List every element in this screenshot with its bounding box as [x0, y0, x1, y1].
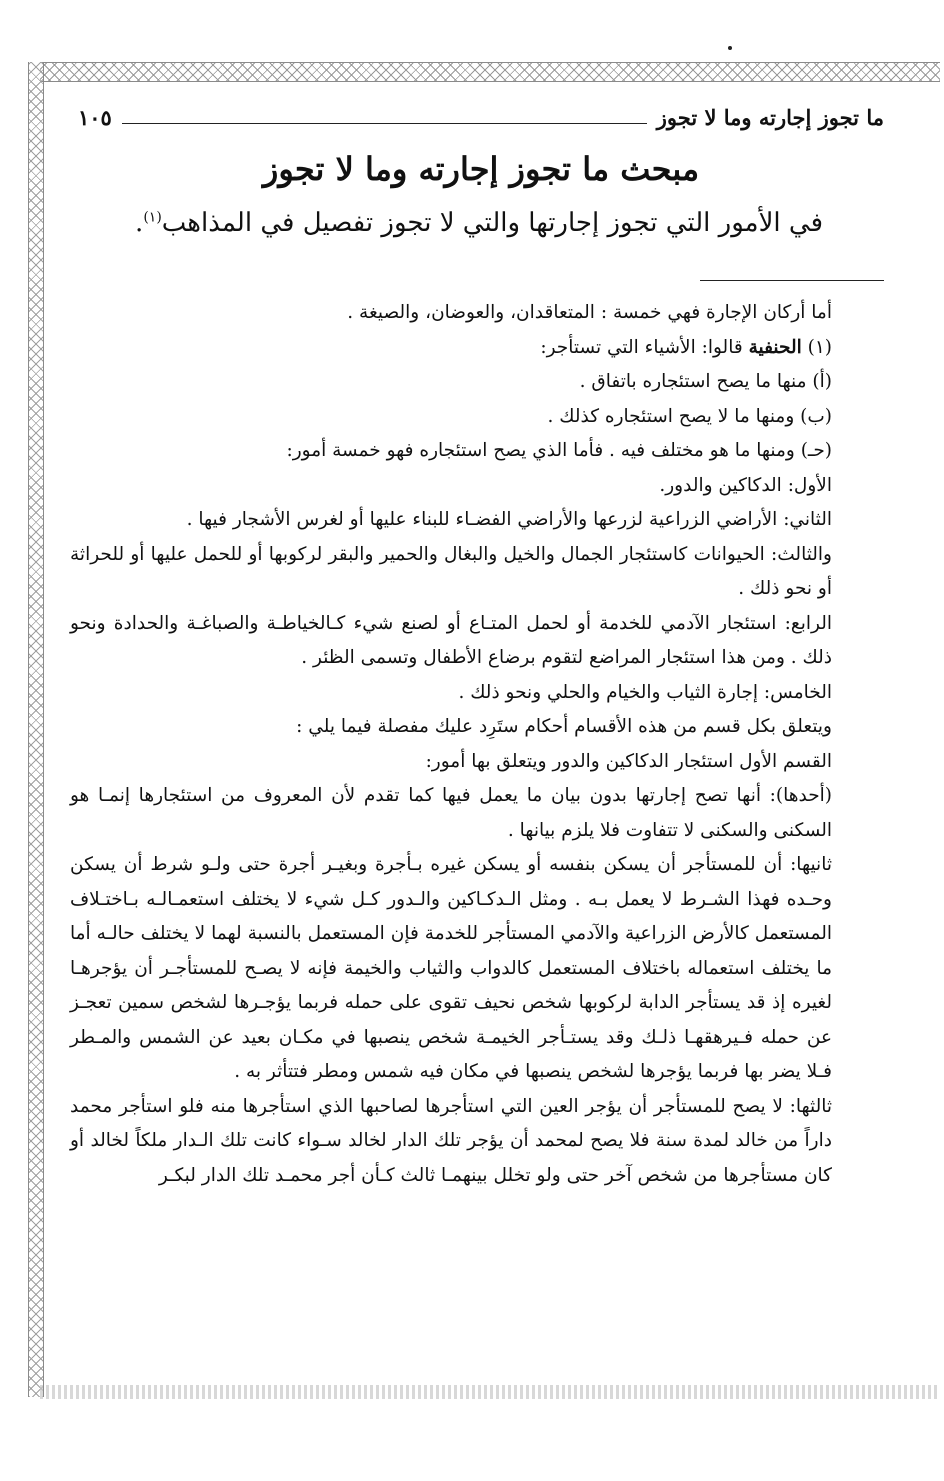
footnote-paragraph: ثانيها: أن للمستأجر أن يسكن بنفسه أو يسكن غيره بـأجرة وبغيـر أجرة حتى ولـو شرط أن يسكن وحـده فهذا الشـرط لا يعمل بـه . ومثل الـدكـاكين والـدور كـل شيء لا يختلف استعمـالـه بـاختـلاف المستعمل كالأرض الزراعية والآدمي المستأجر للخدمة فإن المستعمل بالنسبة لهما لا يختلف حالـه أما ما يختلف استعماله باختلاف المستعمل كالدواب والثياب والخيمة فإنه لا يصـح للمستأجـر أن يؤجرهـا لغيره إذ قد يستأجر الدابة لركوبها شخص نحيف تقوى على حمله فربما يؤجـرها لشخص سمين تعجـز عن حمله فـيرهقهـا ذلـك وقد يستـأجر الخيمـة شخص ينصبها في مكـان بعيد عن الشمس والمـطر فـلا يضر بها فربما يؤجرها لشخص ينصبها في مكان فيه شمس ومطر فتتأثر به . — [70, 854, 832, 1082]
subtitle-end: . — [135, 208, 144, 238]
school-name: الحنفية — [748, 336, 802, 358]
footnote-paragraph: ويتعلق بكل قسم من هذه الأقسام أحكام ستَرِد عليك مفصلة فيما يلي : — [296, 716, 832, 737]
section-title: مبحث ما تجوز إجارته وما لا تجوز — [262, 150, 700, 188]
footnote-marker: (١) — [143, 209, 162, 226]
footnote-number: (١) — [801, 336, 832, 358]
footnote-body — [70, 296, 884, 1193]
header-rule — [122, 111, 647, 124]
footnote-paragraph: الخامس: إجارة الثياب والخيام والحلي ونحو ذلك . — [458, 681, 832, 703]
footnote-paragraph: (أ) منها ما يصح استئجاره باتفاق . — [579, 371, 832, 392]
footnote-paragraph: الرابع: استئجار الآدمي للخدمة أو لحمل المتـاع أو لصنع شيء كـالخياطـة والصباغـة والحدادة ونحو ذلك . ومن هذا استئجار المراضع لتقوم برضاع الأطفال وتسمى الظئر . — [70, 612, 832, 668]
footnote-separator — [700, 280, 884, 281]
running-header — [78, 102, 884, 132]
footnote-paragraph: الأول: الدكاكين والدور. — [659, 474, 832, 496]
footnote-paragraph: (أحدها): أنها تصح إجارتها بدون بيان ما يعمل فيها كما تقدم لأن المعروف من استئجارها إنمـا هو السكنى والسكنى لا تتفاوت فلا يلزم بيانها . — [70, 785, 832, 841]
footnote-text: قالوا: الأشياء التي تستأجر: — [540, 336, 749, 358]
scan-speck — [728, 46, 732, 50]
page-number: ١٠٥ — [78, 104, 112, 130]
footnote-paragraph: القسم الأول استئجار الدكاكين والدور ويتعلق بها أمور: — [425, 750, 832, 772]
footnote-paragraph: والثالث: الحيوانات كاستئجار الجمال والخيل والبغال والحمير والبقر لركوبها أو للحمل عليها أو للحراثة أو نحو ذلك . — [70, 543, 832, 599]
footnote-paragraph: (حـ) ومنها ما هو مختلف فيه . فأما الذي يصح استئجاره فهو خمسة أمور: — [286, 440, 832, 461]
footnote-paragraph: الثاني: الأراضي الزراعية لزرعها والأراضي الفضـاء للبناء عليها أو لغرس الأشجار فيها . — [186, 509, 832, 530]
footnote-paragraph — [70, 331, 884, 366]
subtitle-text: في الأمور التي تجوز إجارتها والتي لا تجوز تفصيل في المذاهب — [161, 208, 823, 238]
section-subtitle — [78, 208, 823, 238]
footnote-paragraph: أما أركان الإجارة فهي خمسة : المتعاقدان، والعوضان، والصيغة . — [347, 302, 832, 323]
decorative-border-left — [28, 62, 44, 1397]
decorative-border-top — [40, 62, 940, 82]
footnote-paragraph: (ب) ومنها ما لا يصح استئجاره كذلك . — [547, 405, 832, 427]
footnote-paragraph: ثالثها: لا يصح للمستأجر أن يؤجر العين التي استأجرها لصاحبها الذي استأجرها منه فلو استأجر محمد داراً من خالد لمدة سنة فلا يصح لمحمد أن يؤجر تلك الدار لخالد سـواء كانت تلك الـدار ملكاً لخالد أو كان مستأجرها من شخص آخر حتى ولو تخلل بينهمـا ثالث كـأن أجر محمـد تلك الدار لبكـر — [70, 1095, 832, 1186]
decorative-border-bottom — [40, 1385, 940, 1399]
running-title: ما تجوز إجارته وما لا تجوز — [656, 104, 884, 130]
